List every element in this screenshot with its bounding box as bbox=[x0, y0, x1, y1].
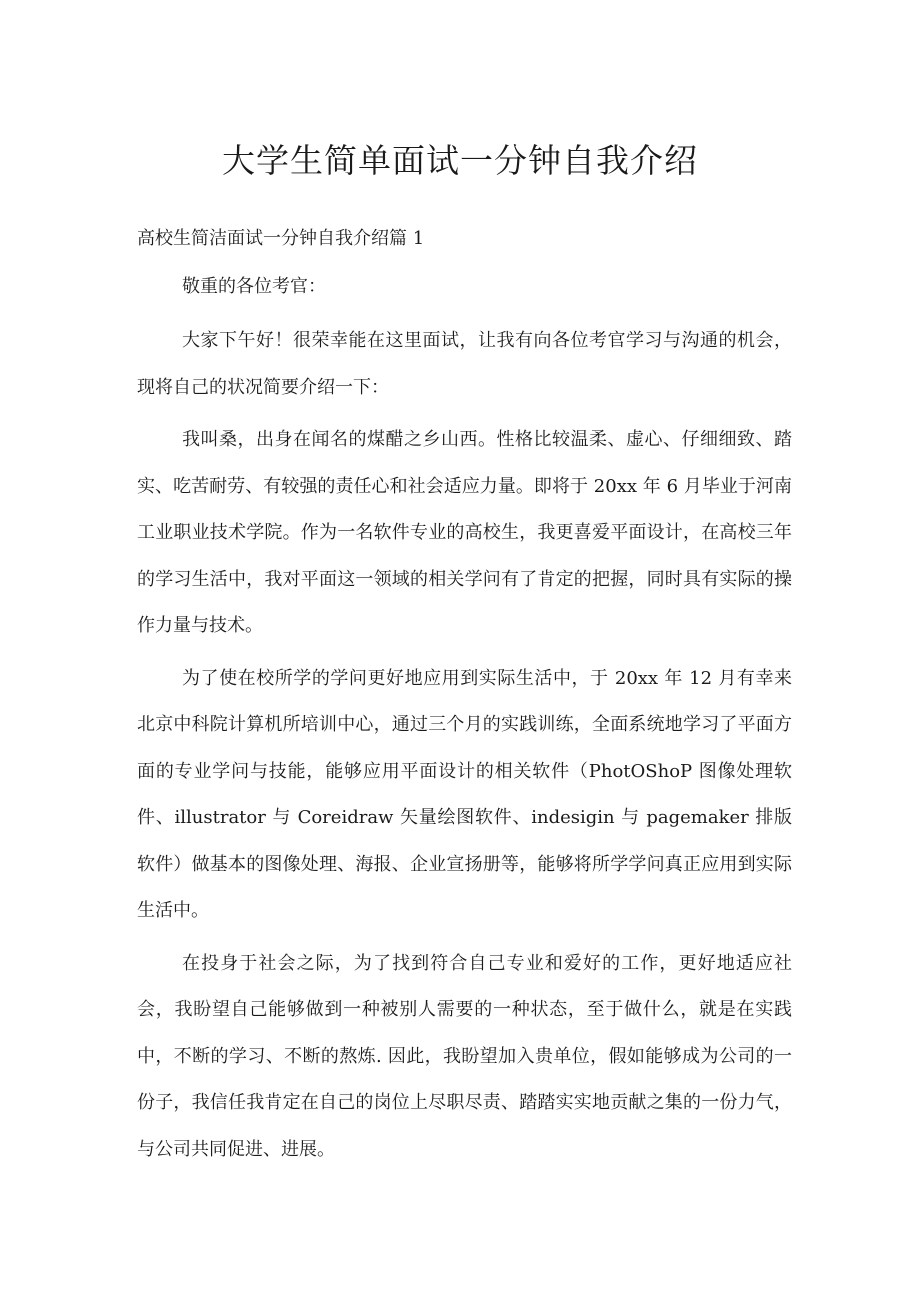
document-body bbox=[137, 270, 792, 1179]
training-paragraph: 为了使在校所学的学问更好地应用到实际生活中，于 20xx 年 12 月有幸来北京中科院计算机所培训中心，通过三个月的实践训练，全面系统地学习了平面方面的专业学问与技能，能够应用平面设计的相关软件（PhotOShoP 图像处理软件、illustrator 与 Coreidraw 矢量绘图软件、indesigin 与 pagemaker 排版软件）做基本的图像处理、海报、企业宣扬册等，能够将所学学问真正应用到实际生活中。 bbox=[137, 667, 792, 921]
section-heading: 高校生简洁面试一分钟自我介绍篇 1 bbox=[137, 228, 425, 249]
opening-paragraph: 大家下午好！很荣幸能在这里面试，让我有向各位考官学习与沟通的机会，现将自己的状况简要介绍一下： bbox=[137, 330, 792, 398]
background-paragraph: 我叫桑，出身在闻名的煤醋之乡山西。性格比较温柔、虚心、仔细细致、踏实、吃苦耐劳、有较强的责任心和社会适应力量。即将于 20xx 年 6 月毕业于河南工业职业技术学院。作为一名软件专业的高校生，我更喜爱平面设计，在高校三年的学习生活中，我对平面这一领域的相关学问有了肯定的把握，同时具有实际的操作力量与技术。 bbox=[137, 429, 792, 636]
aspiration-paragraph: 在投身于社会之际，为了找到符合自己专业和爱好的工作，更好地适应社会，我盼望自己能够做到一种被别人需要的一种状态，至于做什么，就是在实践中，不断的学习、不断的熬炼. 因此，我盼望加入贵单位，假如能够成为公司的一份子，我信任我肯定在自己的岗位上尽职尽责、踏踏实实地贡献之集的一份力气，与公司共同促进、进展。 bbox=[137, 952, 792, 1160]
greeting-paragraph: 敬重的各位考官： bbox=[182, 276, 326, 297]
document-title: 大学生简单面试一分钟自我介绍 bbox=[222, 141, 698, 180]
